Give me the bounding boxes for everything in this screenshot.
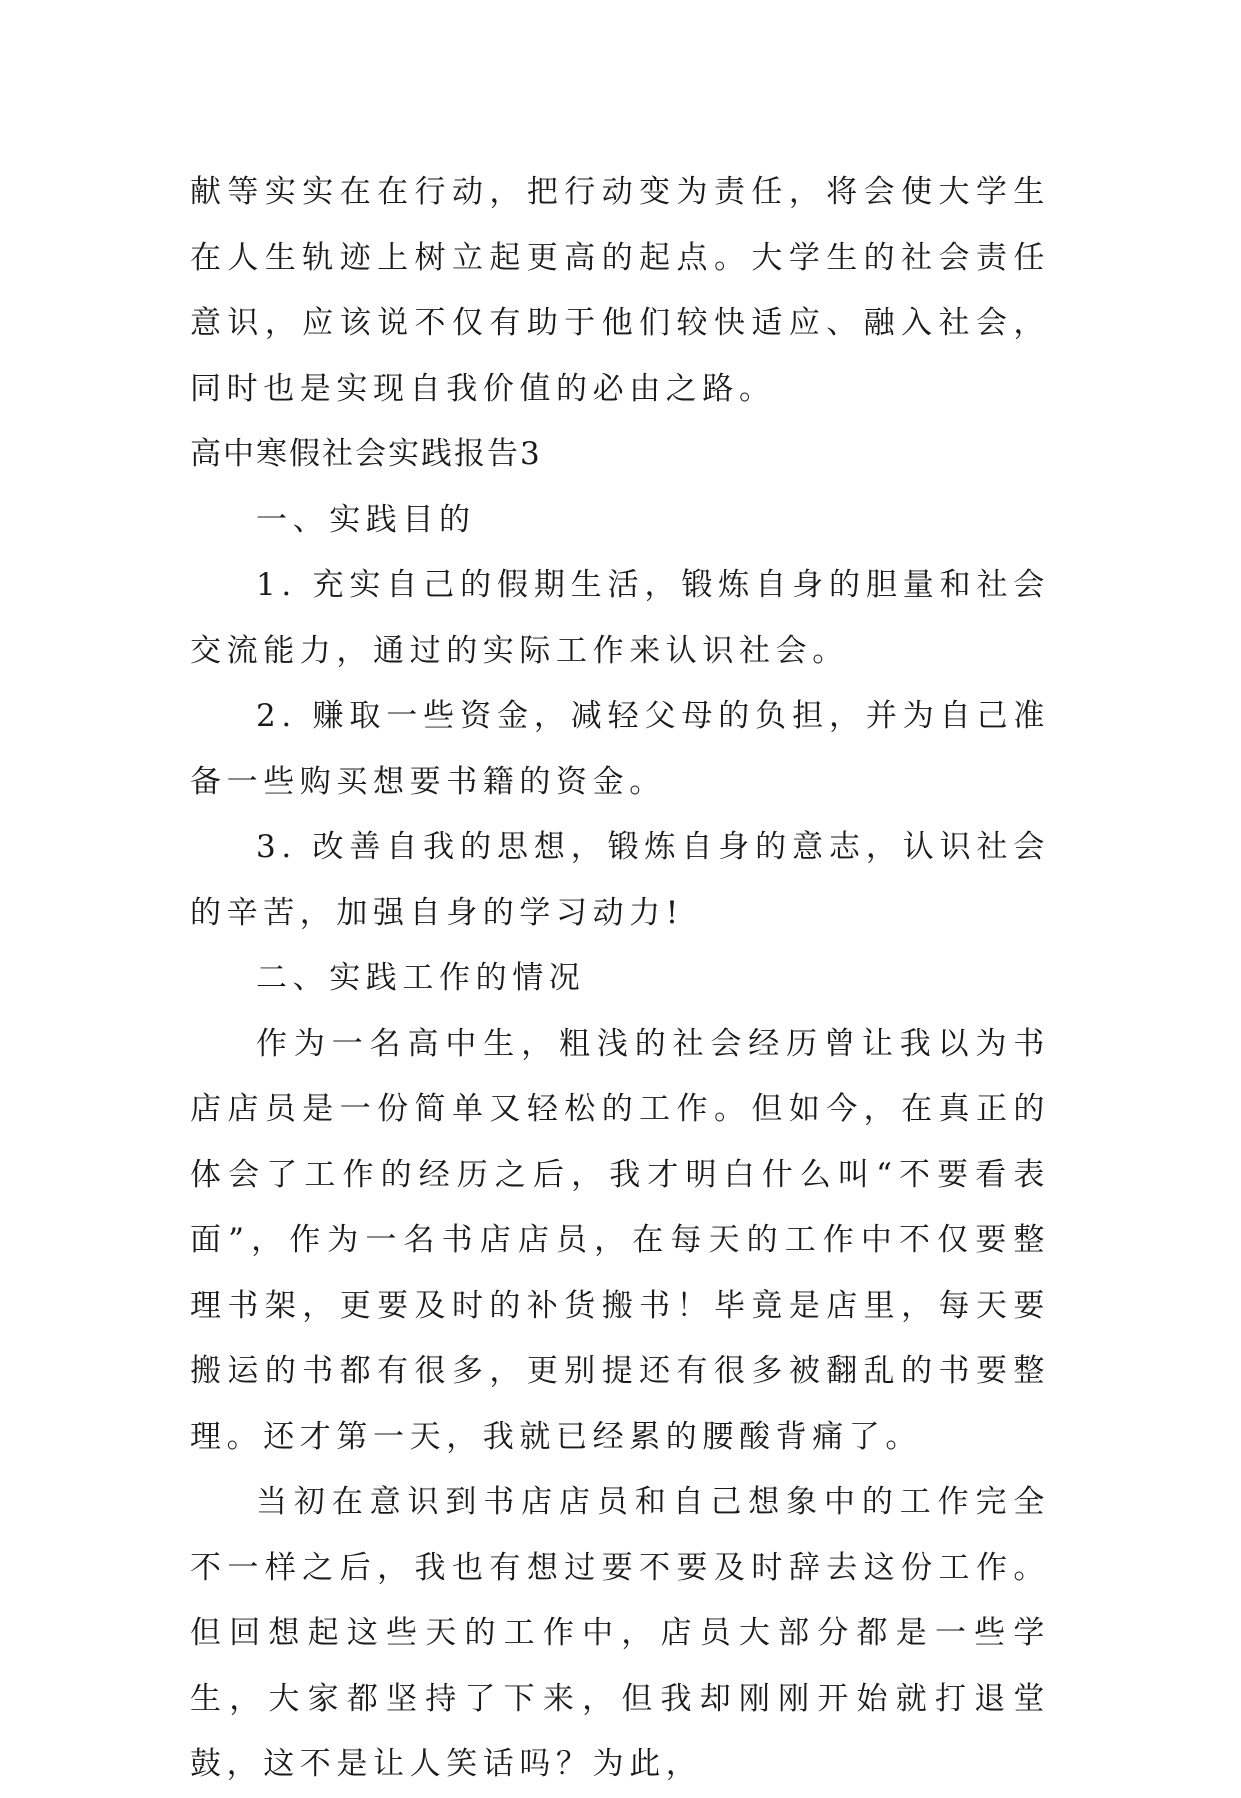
purpose-item-3: 3. 改善自我的思想，锻炼自身的意志，认识社会的辛苦，加强自身的学习动力! [190,829,1050,931]
purpose-item-1: 1. 充实自己的假期生活，锻炼自身的胆量和社会交流能力，通过的实际工作来认识社会。 [190,567,1050,669]
work-paragraph-1: 作为一名高中生，粗浅的社会经历曾让我以为书店店员是一份简单又轻松的工作。但如今，在真正的体会了工作的经历之后，我才明白什么叫“不要看表面”，作为一名书店店员，在每天的工作中不仅要整理书架，更要及时的补货搬书！毕竟是店里，每天要搬运的书都有很多，更别提还有很多被翻乱的书要整理。还才第一天，我就已经累的腰酸背痛了。 [190,1025,1050,1455]
report-title: 高中寒假社会实践报告3 [190,436,542,472]
intro-paragraph: 献等实实在在行动，把行动变为责任，将会使大学生在人生轨迹上树立起更高的起点。大学生的社会责任意识，应该说不仅有助于他们较快适应、融入社会，同时也是实现自我价值的必由之路。 [190,174,1050,407]
section-title-work: 二、实践工作的情况 [256,960,586,996]
section-title-purpose: 一、实践目的 [256,501,476,538]
work-paragraph-2: 当初在意识到书店店员和自己想象中的工作完全不一样之后，我也有想过要不要及时辞去这份工作。但回想起这些天的工作中，店员大部分都是一些学生，大家都坚持了下来，但我却刚刚开始就打退堂鼓，这不是让人笑话吗？为此， [190,1484,1050,1782]
purpose-item-2: 2. 赚取一些资金，减轻父母的负担，并为自己准备一些购买想要书籍的资金。 [190,698,1050,800]
document-body [190,160,1050,1798]
